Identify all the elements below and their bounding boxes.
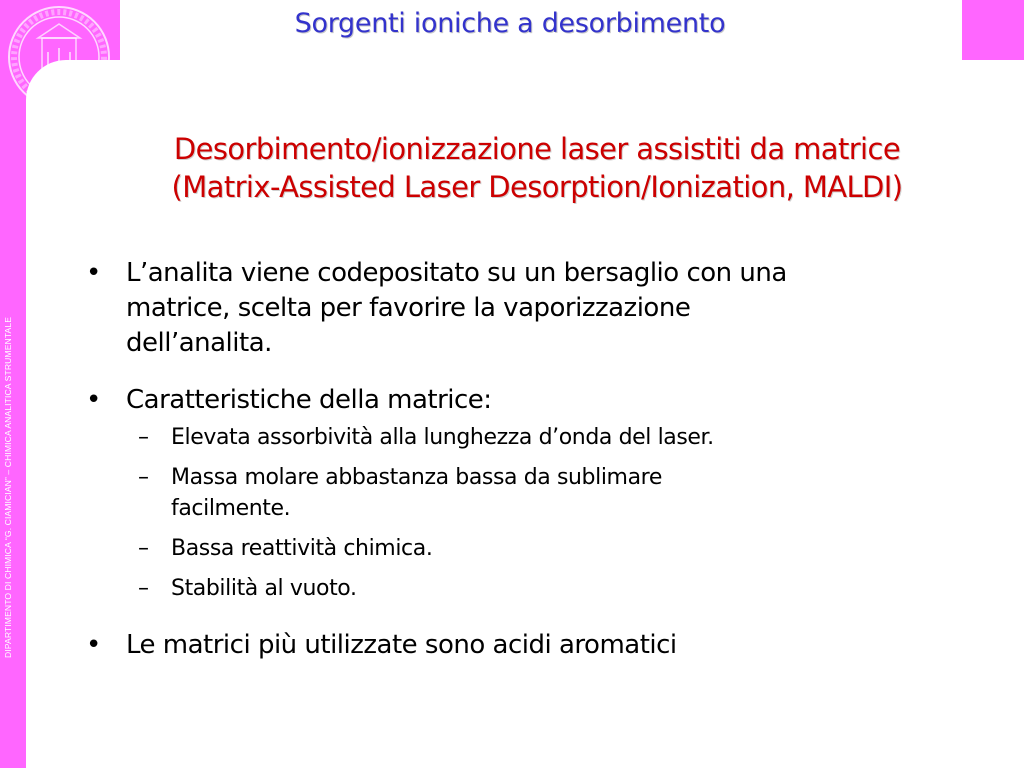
bullet-dot: • — [86, 385, 101, 415]
header-title: Sorgenti ioniche a desorbimento — [294, 8, 726, 39]
sub-item — [86, 533, 946, 564]
slide-content — [86, 256, 946, 663]
sub-dash: – — [138, 536, 149, 561]
bullet-item — [86, 383, 946, 418]
sub-line: Elevata assorbività alla lunghezza d’onda del laser. — [171, 425, 714, 450]
sub-line: Bassa reattività chimica. — [171, 536, 433, 561]
sub-item — [86, 573, 946, 604]
bullet-line: matrice, scelta per favorire la vaporizzazione — [126, 293, 691, 323]
slide-title-line-2: (Matrix-Assisted Laser Desorption/Ionization, MALDI) — [171, 170, 903, 204]
bullet-dot: • — [86, 258, 101, 288]
sidebar-vertical-text: DIPARTIMENTO DI CHIMICA “G. CIAMICIAN” – CHIMICA ANALITICA STRUMENTALE — [3, 316, 13, 658]
slide-title — [100, 130, 974, 206]
bullet-item — [86, 628, 946, 663]
sub-line: Massa molare abbastanza bassa da sublimare — [171, 465, 662, 490]
sub-line: facilmente. — [171, 496, 291, 521]
bullet-line: Caratteristiche della matrice: — [126, 385, 492, 415]
sub-item — [86, 422, 946, 453]
sub-item — [86, 462, 946, 524]
bullet-line: L’analita viene codepositato su un bersaglio con una — [126, 258, 787, 288]
bullet-line: Le matrici più utilizzate sono acidi aromatici — [126, 630, 677, 660]
bullet-item — [86, 256, 946, 361]
sub-line: Stabilità al vuoto. — [171, 576, 357, 601]
university-seal-icon — [4, 2, 114, 112]
bullet-line: dell’analita. — [126, 328, 272, 358]
bullet-dot: • — [86, 630, 101, 660]
sub-dash: – — [138, 465, 149, 490]
slide-title-line-1: Desorbimento/ionizzazione laser assistiti da matrice — [173, 132, 901, 166]
sub-dash: – — [138, 425, 149, 450]
sub-dash: – — [138, 576, 149, 601]
